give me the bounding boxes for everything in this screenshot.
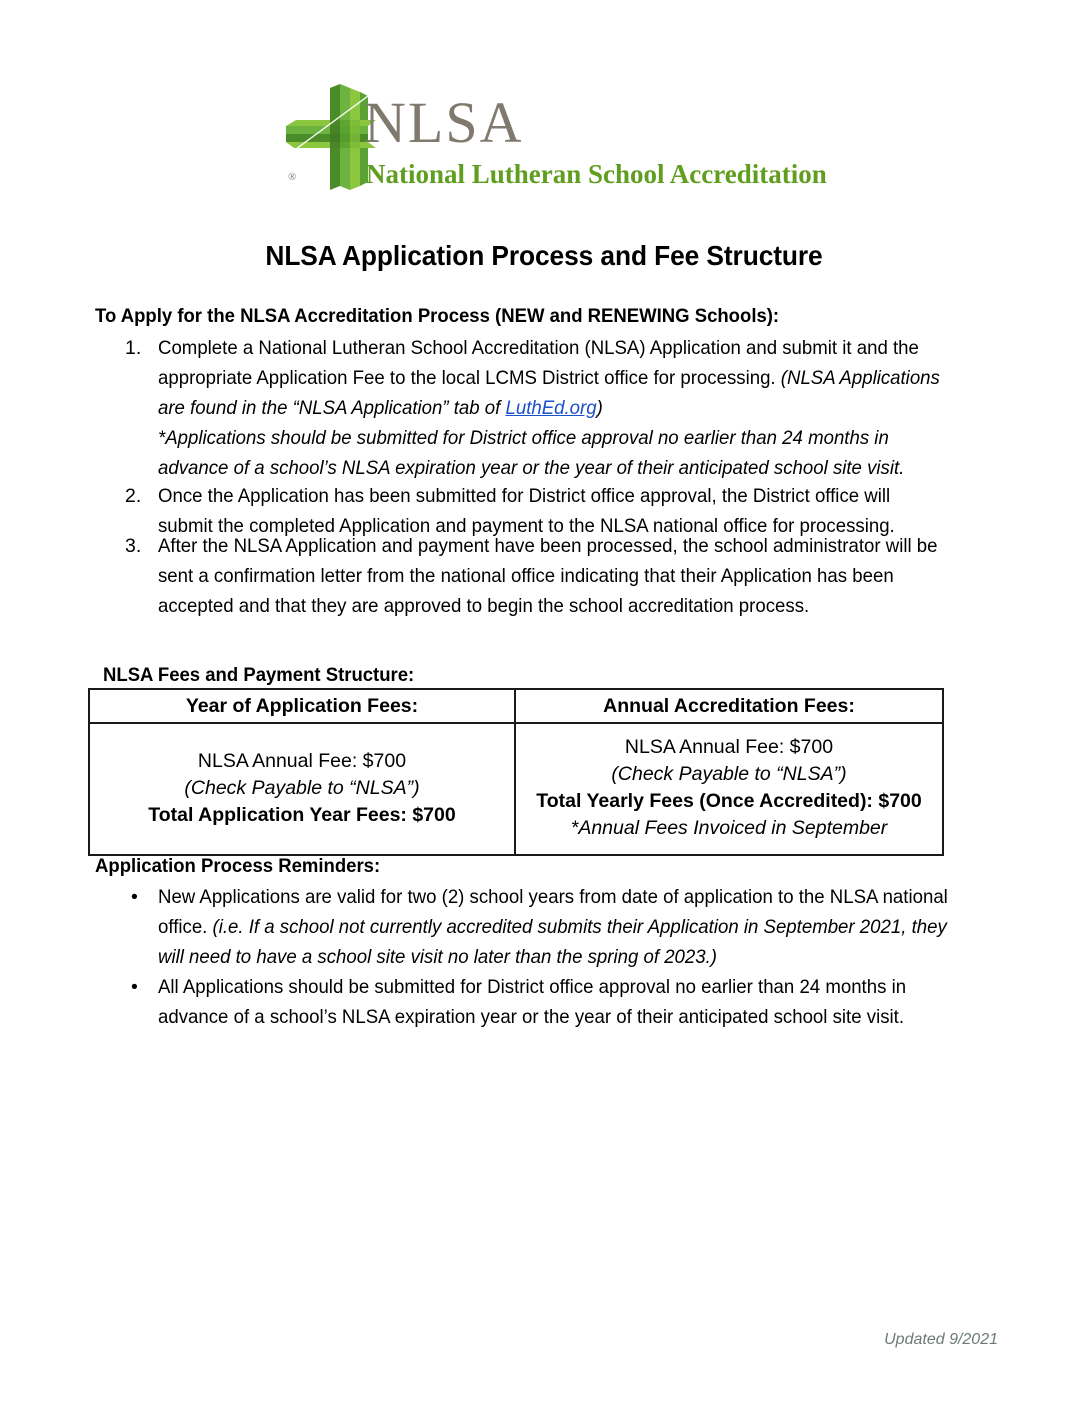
reminder-1-line3: will need to have a school site visit no later than the spring of 2023.) [158,946,718,968]
reminder-item-2 [158,972,989,1032]
annual-fee-line-2: (Check Payable to “NLSA”) [611,763,847,785]
list-item-1-line2: appropriate Application Fee to the local LCMS District office for processing. [158,367,781,389]
list-marker-3: 3. [125,535,142,557]
page-title: NLSA Application Process and Fee Structure [265,240,823,271]
reminders-section-heading: Application Process Reminders: [95,855,381,877]
list-marker-1: 1. [125,337,142,359]
table-col-header-annual-fees: Annual Accreditation Fees: [515,689,943,723]
list-item-1 [158,333,979,423]
list-item-3 [158,531,979,621]
table-cell-application-fees [89,723,515,855]
logo-wordmark: NLSA [364,90,524,155]
application-fee-line-1: NLSA Annual Fee: $700 [197,749,407,772]
apply-section-heading: To Apply for the NLSA Accreditation Process (NEW and RENEWING Schools): [95,305,780,327]
apply-note-line1: *Applications should be submitted for District office approval no earlier than 24 months in [158,427,889,449]
footer-updated-date: Updated 9/2021 [884,1331,998,1348]
list-item-1-line2-italic: (NLSA Applications [780,367,940,389]
table-col-header-application-fees: Year of Application Fees: [89,689,515,723]
bullet-glyph-1: • [131,886,138,908]
reminder-1-line2-italic: (i.e. If a school not currently accredited submits their Application in September 2021, they [212,916,947,938]
apply-section-note [158,423,979,483]
table-header-row [89,689,943,723]
application-fee-total: Total Application Year Fees: $700 [148,803,456,826]
list-item-1-line3a: are found in the “NLSA Application” tab of [158,397,506,419]
luthed-org-link[interactable]: LuthEd.org [505,397,597,419]
application-fee-line-2: (Check Payable to “NLSA”) [184,776,420,799]
registered-trademark-icon: ® [288,171,297,183]
reminder-2-line1: All Applications should be submitted for District office approval no earlier than 24 months in [158,976,907,998]
bullet-glyph-2: • [131,976,138,998]
logo-tagline: National Lutheran School Accreditation [366,159,827,189]
list-item-1-line3b: ) [596,397,603,419]
list-marker-2: 2. [125,485,142,507]
annual-fee-total: Total Yearly Fees (Once Accredited): $700 [536,790,922,812]
annual-fee-line-1: NLSA Annual Fee: $700 [624,736,834,758]
list-item-3-line1: After the NLSA Application and payment have been processed, the school administrator will be [158,535,938,557]
reminder-1-line2: office. [158,916,213,938]
list-item-1-line1: Complete a National Lutheran School Accreditation (NLSA) Application and submit it and the [158,337,919,359]
apply-note-line2: advance of a school’s NLSA expiration year or the year of their anticipated school site visit. [158,457,905,479]
reminder-2-line2: advance of a school’s NLSA expiration year or the year of their anticipated school site visit. [158,1006,905,1028]
fees-section-heading: NLSA Fees and Payment Structure: [103,664,415,686]
reminder-1-line1: New Applications are valid for two (2) school years from date of application to the NLSA national [158,886,948,908]
list-item-2-line1: Once the Application has been submitted for District office approval, the District office will [158,485,891,507]
table-row [89,723,943,855]
nlsa-logo [272,82,827,202]
list-item-3-line3: accepted and that they are approved to begin the school accreditation process. [158,595,810,617]
fees-table [88,688,944,856]
table-cell-annual-fees [515,723,943,855]
list-item-3-line2: sent a confirmation letter from the national office indicating that their Application has been [158,565,894,587]
list-item-2-line2: submit the completed Application and payment to the NLSA national office for processing. [158,515,895,537]
annual-fee-invoice-note: *Annual Fees Invoiced in September [570,817,888,839]
reminder-item-1 [158,882,989,972]
